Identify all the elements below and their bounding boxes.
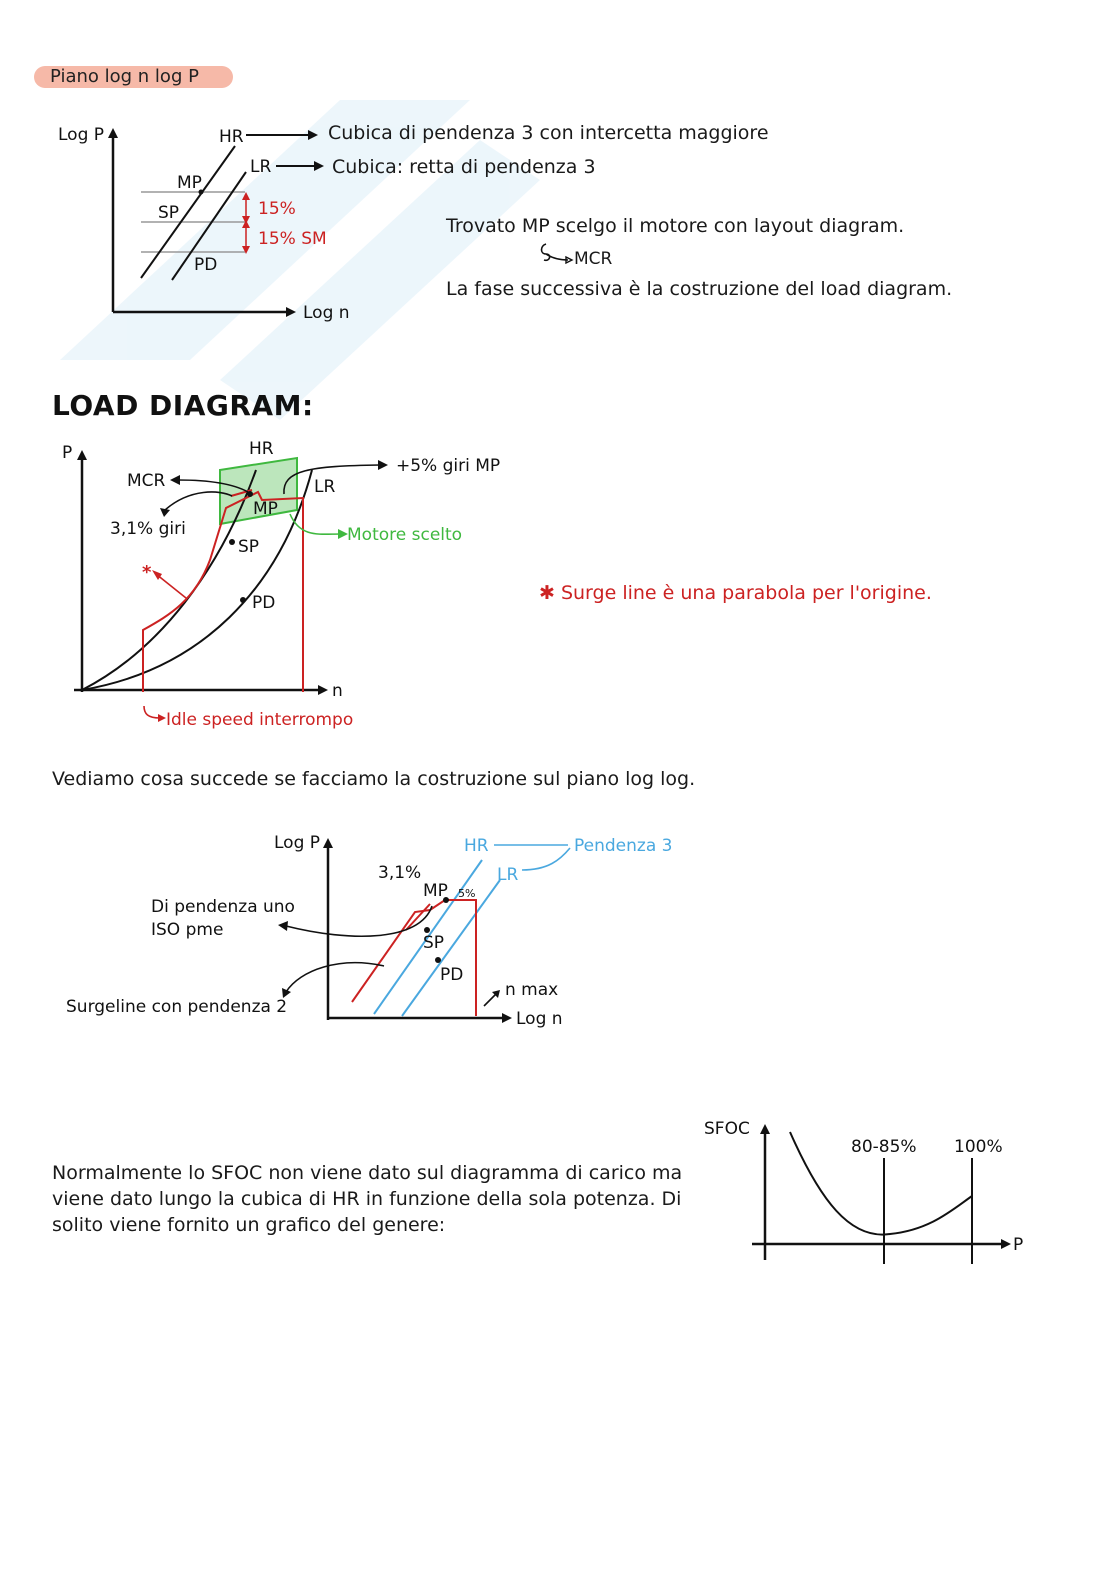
label-plus5: +5% giri MP <box>396 456 501 476</box>
label-pd: PD <box>440 965 464 985</box>
axis-label-p: P <box>62 443 73 463</box>
lr-note: Cubica: retta di pendenza 3 <box>332 156 596 178</box>
label-5pct: 5% <box>458 887 476 900</box>
note-layout-diagram: Trovato MP scelgo il motore con layout diagram. <box>446 215 905 237</box>
curly-arrow-icon <box>538 240 574 268</box>
label-sp: SP <box>238 537 260 557</box>
label-mp: MP <box>177 173 202 193</box>
label-sp: SP <box>423 933 445 953</box>
label-lr: LR <box>250 157 272 177</box>
load-diagram <box>0 430 520 740</box>
note-load-diagram: La fase successiva è la costruzione del load diagram. <box>446 278 953 300</box>
surge-note: ✱ Surge line è una parabola per l'origine. <box>539 582 932 604</box>
label-pd: PD <box>194 255 218 275</box>
axis-label-logn: Log n <box>516 1009 563 1029</box>
label-lr: LR <box>497 865 519 885</box>
label-star: * <box>142 562 152 583</box>
sfoc-paragraph: Normalmente lo SFOC non viene dato sul diagramma di carico ma viene dato lungo la cubica di HR in funzione della sola potenza. Di solito viene fornito un grafico del genere: <box>52 1162 683 1236</box>
loglog-diagram-2 <box>0 820 720 1040</box>
note-mcr: MCR <box>574 249 613 269</box>
label-15pct: 15% <box>258 199 296 219</box>
label-mp: MP <box>423 881 448 901</box>
label-nmax: n max <box>505 980 559 1000</box>
sfoc-chart <box>690 1110 1050 1270</box>
axis-label-n: n <box>332 681 343 701</box>
label-80-85: 80-85% <box>851 1137 917 1157</box>
label-iso2: ISO pme <box>151 920 224 940</box>
label-pendenza3: Pendenza 3 <box>574 836 673 856</box>
axis-label-sfoc: SFOC <box>704 1119 750 1139</box>
label-giri: 3,1% giri <box>110 519 186 539</box>
loglog-intro: Vediamo cosa succede se facciamo la costruzione sul piano log log. <box>52 768 696 790</box>
section-title-pill: Piano log n log P <box>34 66 233 88</box>
label-surgeline: Surgeline con pendenza 2 <box>66 997 288 1017</box>
label-15pct-sm: 15% SM <box>258 229 327 249</box>
axis-label-p: P <box>1013 1235 1024 1255</box>
load-diagram-heading: LOAD DIAGRAM: <box>52 389 314 422</box>
label-pd: PD <box>252 593 276 613</box>
label-100: 100% <box>954 1137 1003 1157</box>
label-idle-speed: Idle speed interrompo <box>166 710 354 730</box>
label-31pct: 3,1% <box>378 863 422 883</box>
label-hr: HR <box>249 439 274 459</box>
label-lr: LR <box>314 477 336 497</box>
axis-label-logn: Log n <box>303 303 350 323</box>
label-mcr: MCR <box>127 471 166 491</box>
axis-label-logp: Log P <box>58 125 105 145</box>
hr-note: Cubica di pendenza 3 con intercetta maggiore <box>328 122 769 144</box>
label-motore-scelto: Motore scelto <box>347 525 463 545</box>
label-sp: SP <box>158 203 180 223</box>
label-hr: HR <box>464 836 489 856</box>
label-mp: MP <box>253 499 278 519</box>
label-iso1: Di pendenza uno <box>151 897 295 917</box>
label-hr: HR <box>219 127 244 147</box>
axis-label-logp: Log P <box>274 833 321 853</box>
